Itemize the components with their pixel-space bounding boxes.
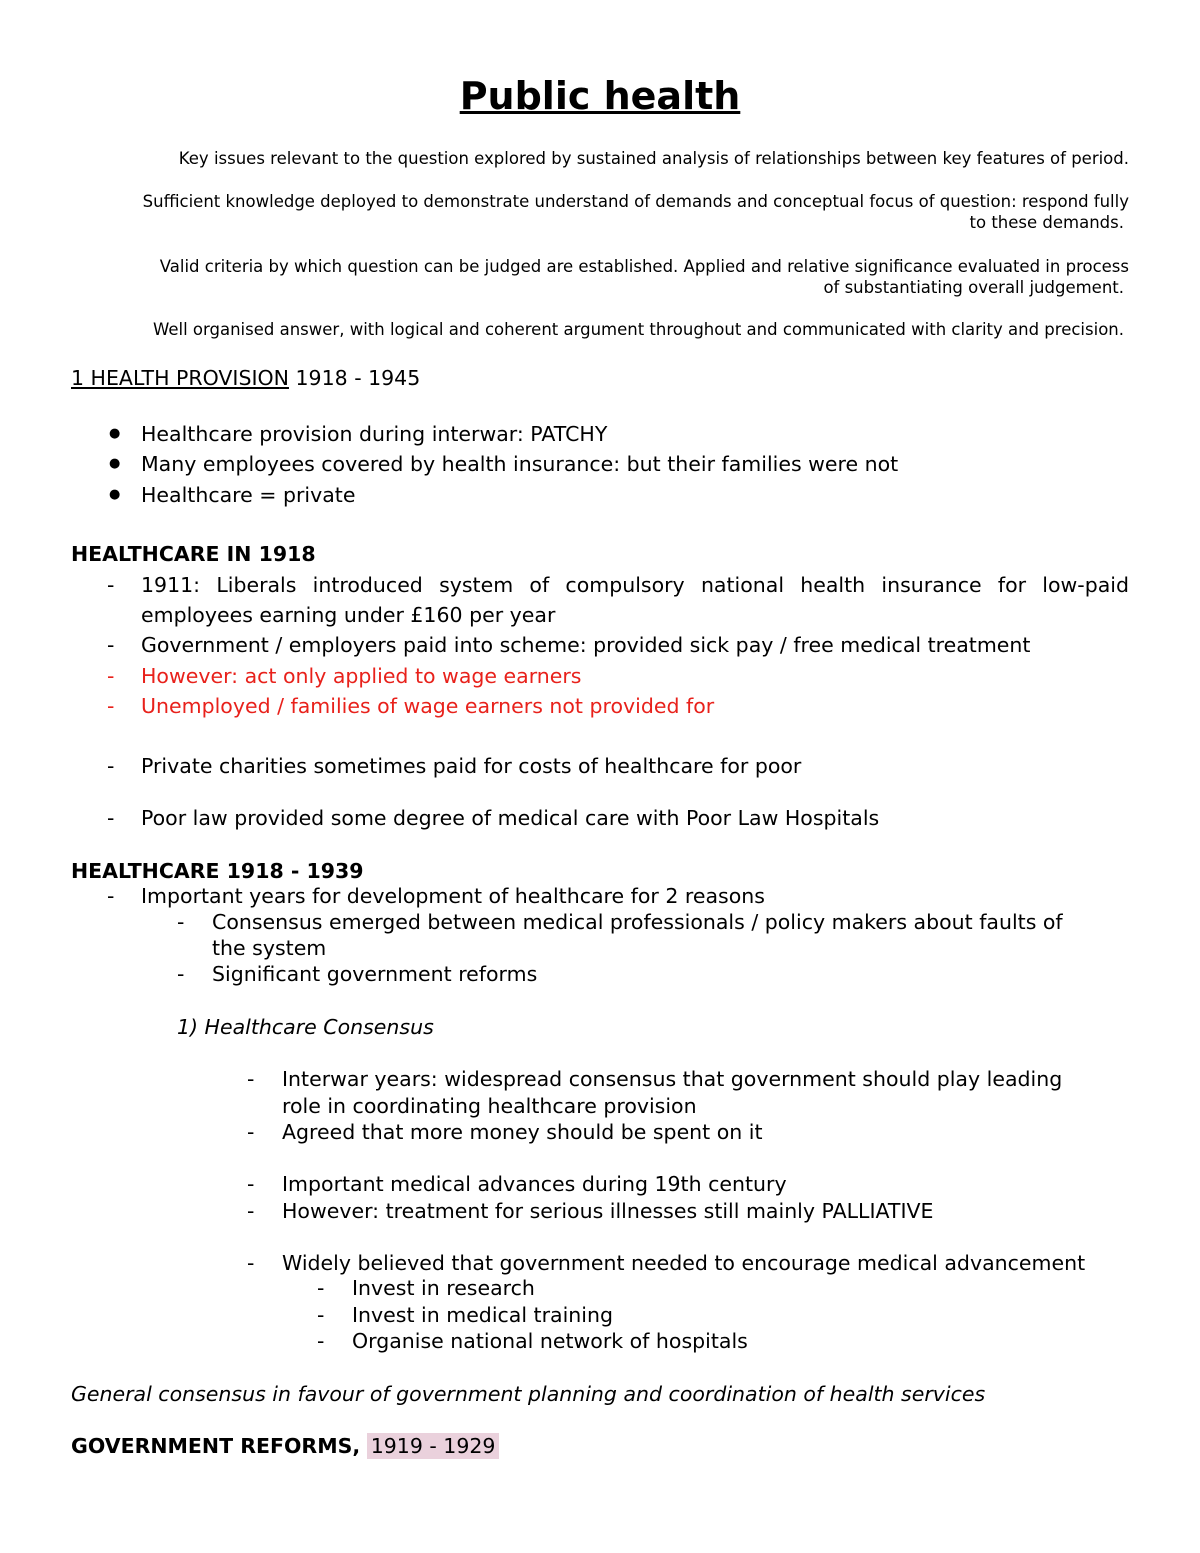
- sub-consensus-item: Organise national network of hospitals: [352, 1329, 748, 1353]
- sub-consensus-item: Invest in medical training: [352, 1303, 613, 1327]
- dash-marker: -: [317, 1303, 325, 1327]
- list-item: Important years for development of healthcare for 2 reasons: [141, 884, 765, 908]
- section-heading: [71, 365, 420, 391]
- list-item: Many employees covered by health insurance: but their families were not: [141, 452, 899, 476]
- criterion-2-cont: to these demands.: [969, 213, 1124, 232]
- list-item-cont: employees earning under £160 per year: [141, 603, 556, 627]
- consensus-item: Agreed that more money should be spent on it: [282, 1120, 763, 1144]
- criterion-4: Well organised answer, with logical and coherent argument throughout and communicated with clarity and precision.: [153, 320, 1124, 339]
- dash-marker: -: [107, 884, 115, 908]
- list-item: Healthcare = private: [141, 483, 356, 507]
- sub-list-item: Consensus emerged between medical professionals / policy makers about faults of: [212, 910, 1063, 934]
- dash-marker: -: [107, 633, 115, 657]
- reforms-heading-label: GOVERNMENT REFORMS,: [71, 1434, 361, 1458]
- page-title: Public health: [459, 74, 741, 118]
- heading-healthcare-1918-1939: HEALTHCARE 1918 - 1939: [71, 859, 364, 883]
- conclusion-text: General consensus in favour of government planning and coordination of health services: [71, 1382, 986, 1406]
- criterion-3: Valid criteria by which question can be judged are established. Applied and relative significance evaluated in process: [159, 257, 1129, 276]
- dash-marker: -: [107, 806, 115, 830]
- list-item: Government / employers paid into scheme: provided sick pay / free medical treatment: [141, 633, 1031, 657]
- dash-marker: -: [107, 573, 115, 597]
- dash-marker: -: [317, 1276, 325, 1300]
- bullet-icon: ●: [109, 487, 121, 502]
- criterion-1: Key issues relevant to the question explored by sustained analysis of relationships between key features of period.: [178, 149, 1129, 168]
- section-heading-years: 1918 - 1945: [288, 366, 421, 390]
- reforms-years-highlight: 1919 - 1929: [367, 1433, 500, 1459]
- dash-marker: -: [177, 910, 185, 934]
- list-item: Private charities sometimes paid for costs of healthcare for poor: [141, 754, 802, 778]
- consensus-item: Widely believed that government needed to encourage medical advancement: [282, 1251, 1086, 1275]
- dash-marker: -: [317, 1329, 325, 1353]
- consensus-item: Interwar years: widespread consensus that government should play leading: [282, 1067, 1063, 1091]
- dash-marker: -: [107, 754, 115, 778]
- dash-marker: -: [107, 664, 115, 688]
- bullet-icon: ●: [109, 456, 121, 471]
- heading-government-reforms: [71, 1433, 499, 1459]
- dash-marker: -: [247, 1172, 255, 1196]
- consensus-item: Important medical advances during 19th century: [282, 1172, 787, 1196]
- list-item-highlighted: Unemployed / families of wage earners not provided for: [141, 694, 715, 718]
- bullet-icon: ●: [109, 426, 121, 441]
- dash-marker: -: [177, 962, 185, 986]
- subheading-healthcare-consensus: 1) Healthcare Consensus: [177, 1015, 434, 1039]
- criterion-2: Sufficient knowledge deployed to demonstrate understand of demands and conceptual focus of question: respond fully: [142, 192, 1129, 211]
- sub-consensus-item: Invest in research: [352, 1276, 535, 1300]
- dash-marker: -: [107, 694, 115, 718]
- list-item: 1911: Liberals introduced system of compulsory national health insurance for low-paid: [141, 573, 1129, 597]
- dash-marker: -: [247, 1199, 255, 1223]
- dash-marker: -: [247, 1067, 255, 1091]
- consensus-item-cont: role in coordinating healthcare provision: [282, 1094, 697, 1118]
- list-item: Healthcare provision during interwar: PATCHY: [141, 422, 608, 446]
- consensus-item: However: treatment for serious illnesses still mainly PALLIATIVE: [282, 1199, 934, 1223]
- sub-list-item-cont: the system: [212, 936, 327, 960]
- list-item: Poor law provided some degree of medical care with Poor Law Hospitals: [141, 806, 880, 830]
- heading-healthcare-1918: HEALTHCARE IN 1918: [71, 542, 316, 566]
- criterion-3-cont: of substantiating overall judgement.: [823, 278, 1124, 297]
- sub-list-item: Significant government reforms: [212, 962, 538, 986]
- dash-marker: -: [247, 1251, 255, 1275]
- section-heading-underlined: 1 HEALTH PROVISION: [71, 366, 289, 390]
- dash-marker: -: [247, 1120, 255, 1144]
- list-item-highlighted: However: act only applied to wage earners: [141, 664, 582, 688]
